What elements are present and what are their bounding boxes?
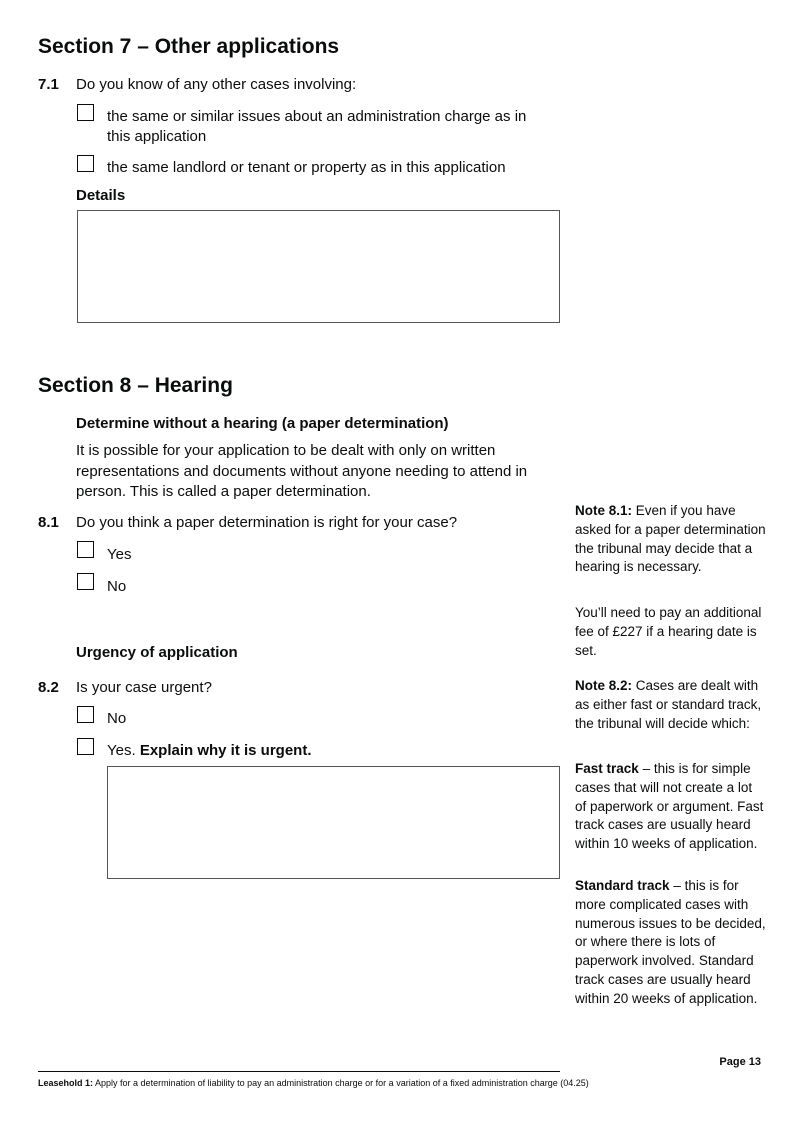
footer-divider [38, 1071, 560, 1072]
option-same-issues-label: the same or similar issues about an administration charge as in this application [107, 108, 527, 145]
section-8-title: Section 8 – Hearing [38, 374, 233, 397]
urgent-yes-text: Yes. [107, 742, 136, 759]
checkbox-paper-yes[interactable] [77, 541, 94, 558]
question-8-2-number: 8.2 [38, 679, 59, 696]
question-8-1-text: Do you think a paper determination is right for your case? [76, 514, 458, 531]
paper-yes-label: Yes [107, 546, 132, 563]
note-8-1-fee: You’ll need to pay an additional fee of £227 if a hearing date is set. [575, 605, 762, 658]
page-number: Page 13 [719, 1056, 761, 1068]
paper-no-label: No [107, 578, 127, 595]
note-8-1-label: Note 8.1: [575, 503, 633, 518]
footer-form-label: Leasehold 1: [38, 1078, 94, 1088]
option-same-landlord-label: the same landlord or tenant or property as in this application [107, 159, 506, 176]
standard-track-label: Standard track [575, 878, 670, 893]
urgent-yes-label [107, 741, 312, 761]
note-8-1 [575, 502, 767, 577]
paper-determination-heading: Determine without a hearing (a paper determination) [76, 415, 449, 432]
note-8-2-label: Note 8.2: [575, 678, 633, 693]
checkbox-same-landlord[interactable] [77, 155, 94, 172]
note-fast-track [575, 760, 767, 854]
note-8-1-text: Even if you have asked for a paper determination the tribunal may decide that a hearing is necessary. [575, 503, 766, 575]
note-8-2 [575, 677, 767, 733]
standard-track-text: – this is for more complicated cases with numerous issues to be decided, or where there is lots of paperwork involved. Standard track cases are usually heard within 20 weeks of application. [575, 878, 766, 1006]
urgent-yes-explain: Explain why it is urgent. [139, 742, 312, 759]
urgency-heading: Urgency of application [76, 644, 238, 661]
question-8-1-number: 8.1 [38, 514, 59, 531]
paper-determination-paragraph: It is possible for your application to be dealt with only on written representations and documents without anyone needing to attend in person. This is called a paper determination. [76, 442, 528, 500]
checkbox-paper-no[interactable] [77, 573, 94, 590]
question-7-1-text: Do you know of any other cases involving: [76, 76, 357, 93]
note-standard-track [575, 877, 767, 1009]
fast-track-label: Fast track [575, 761, 639, 776]
details-label: Details [76, 187, 126, 204]
section-7-title: Section 7 – Other applications [38, 35, 340, 58]
details-textarea[interactable] [77, 210, 560, 323]
footer-form-reference [38, 1078, 589, 1088]
question-7-1-number: 7.1 [38, 76, 59, 93]
urgency-explanation-textarea[interactable] [107, 766, 560, 879]
checkbox-urgent-no[interactable] [77, 706, 94, 723]
checkbox-urgent-yes[interactable] [77, 738, 94, 755]
urgent-no-label: No [107, 710, 127, 727]
note-8-2-text: Cases are dealt with as either fast or standard track, the tribunal will decide which: [575, 678, 762, 731]
fast-track-text: – this is for simple cases that will not create a lot of paperwork or argument. Fast track cases are usually heard within 10 weeks of application. [575, 761, 764, 852]
checkbox-same-issues[interactable] [77, 104, 94, 121]
question-8-2-text: Is your case urgent? [76, 679, 212, 696]
footer-form-text: Apply for a determination of liability to pay an administration charge or for a variation of a fixed administration charge (04.25) [95, 1078, 589, 1088]
